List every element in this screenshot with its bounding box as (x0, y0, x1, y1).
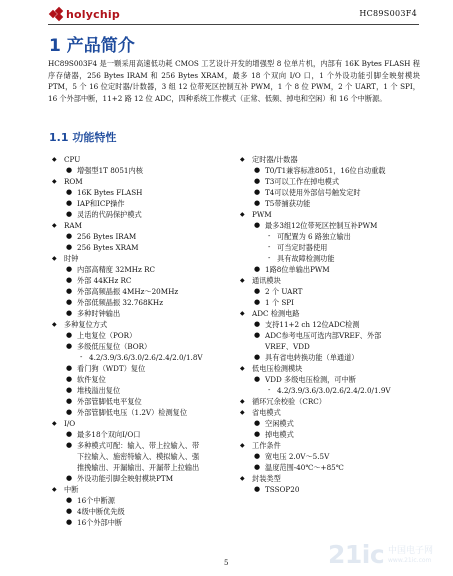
dot-bullet-icon: ● (66, 309, 73, 317)
feature-item (240, 385, 430, 396)
feature-text: 具有省电转换功能（单通道） (265, 353, 359, 362)
feature-text: 多级低压复位（BOR） (77, 342, 152, 351)
dot-bullet-icon: ● (66, 386, 73, 394)
diamond-bullet-icon: ◆ (52, 255, 57, 262)
diamond-bullet-icon: ◆ (240, 442, 245, 449)
feature-item (240, 418, 430, 429)
feature-group (240, 473, 430, 484)
feature-item (240, 176, 430, 187)
dot-bullet-icon: ● (66, 496, 73, 504)
feature-text: I/O (64, 419, 76, 428)
feature-item (52, 187, 237, 198)
feature-text: 4.2/3.9/3.6/3.0/2.6/2.4/2.0/1.8V (89, 353, 203, 362)
dot-bullet-icon: ● (66, 375, 73, 383)
feature-text: ROM (64, 177, 83, 186)
feature-text: T5带捕获功能 (265, 199, 311, 208)
feature-text: 最多18个双向I/O口 (77, 430, 141, 439)
feature-text: 多种时钟输出 (77, 309, 121, 318)
feature-text: 软件复位 (77, 375, 106, 384)
dot-bullet-icon: ● (254, 199, 261, 207)
company-logo (50, 8, 120, 21)
feature-item (240, 198, 430, 209)
dash-bullet-icon: - (268, 386, 271, 394)
feature-text: 堆栈溢出复位 (77, 386, 121, 395)
diamond-bullet-icon: ◆ (240, 277, 245, 284)
feature-text: ADC 检测电路 (252, 309, 300, 318)
page-title: 1 产品简介 (49, 36, 135, 56)
features-left-column (52, 154, 237, 528)
dot-bullet-icon: ● (66, 507, 73, 515)
dot-bullet-icon: ● (66, 188, 73, 196)
feature-item (52, 286, 237, 297)
feature-item (52, 517, 237, 528)
feature-group (52, 484, 237, 495)
feature-text: 16个外部中断 (77, 518, 123, 527)
dot-bullet-icon: ● (254, 320, 261, 328)
feature-text: T0/T1兼容标准8051，16位自动重载 (265, 166, 386, 175)
feature-text: VDD 多级电压检测，可中断 (265, 375, 356, 384)
feature-text: CPU (64, 155, 81, 164)
diamond-bullet-icon: ◆ (52, 222, 57, 229)
dot-bullet-icon: ● (66, 232, 73, 240)
dot-bullet-icon: ● (66, 298, 73, 306)
feature-text: 外部管脚低电压（1.2V）检测复位 (77, 408, 188, 417)
feature-text: PWM (252, 210, 272, 219)
feature-item (52, 275, 237, 286)
feature-text: 空闲模式 (265, 419, 294, 428)
feature-text: 4.2/3.9/3.6/3.0/2.6/2.4/2.0/1.9V (277, 386, 391, 395)
feature-text: 内部高精度 32MHz RC (77, 265, 155, 274)
dot-bullet-icon: ● (254, 177, 261, 185)
feature-item (52, 473, 237, 484)
feature-group (52, 220, 237, 231)
feature-item (52, 198, 237, 209)
header-divider (48, 24, 419, 25)
feature-text: 灵活的代码保护模式 (77, 210, 142, 219)
dot-bullet-icon: ● (254, 188, 261, 196)
feature-text: 增强型1T 8051内核 (77, 166, 143, 175)
dot-bullet-icon: ● (66, 441, 73, 449)
feature-text: 外部 44KHz RC (77, 276, 132, 285)
feature-text: 多种复位方式 (64, 320, 108, 329)
feature-text: 宽电压 2.0V～5.5V (265, 452, 330, 461)
feature-text: VREF、VDD (265, 342, 310, 351)
features-right-column (240, 154, 430, 495)
feature-item (240, 297, 430, 308)
feature-text: 循环冗余校验（CRC） (252, 397, 326, 406)
feature-text: 1 个 SPI (265, 298, 294, 307)
diamond-bullet-icon: ◆ (240, 409, 245, 416)
feature-item (52, 165, 237, 176)
feature-text: 2 个 UART (265, 287, 303, 296)
dot-bullet-icon: ● (254, 463, 261, 471)
dot-bullet-icon: ● (66, 331, 73, 339)
dot-bullet-icon: ● (254, 452, 261, 460)
feature-text: 温度范围-40℃～+85℃ (265, 463, 344, 472)
feature-item (240, 374, 430, 385)
feature-text: 时钟 (64, 254, 79, 263)
dot-bullet-icon: ● (254, 375, 261, 383)
dot-bullet-icon: ● (254, 430, 261, 438)
feature-item (52, 308, 237, 319)
feature-text: 省电模式 (252, 408, 281, 417)
diamond-bullet-icon: ◆ (52, 420, 57, 427)
feature-text: 具有故障检测功能 (277, 254, 335, 263)
feature-group (52, 176, 237, 187)
feature-continuation (240, 341, 430, 352)
feature-item (52, 495, 237, 506)
feature-item (52, 231, 237, 242)
feature-text: 外部低频晶振 32.768KHz (77, 298, 163, 307)
logo-icon (50, 8, 63, 21)
dot-bullet-icon: ● (66, 265, 73, 273)
diamond-bullet-icon: ◆ (240, 398, 245, 405)
diamond-bullet-icon: ◆ (52, 178, 57, 185)
watermark-url: www.21ic.com (388, 557, 432, 564)
feature-text: 外部管脚低电平复位 (77, 397, 142, 406)
diamond-bullet-icon: ◆ (52, 486, 57, 493)
feature-text: 推挽输出、开漏输出、开漏带上拉输出 (77, 463, 200, 472)
intro-paragraph: HC89S003F4 是一颗采用高速低功耗 CMOS 工艺设计开发的增强型 8 位单片机，内部有 16K Bytes FLASH 程序存储器，256 Bytes IRAM 和 256 Bytes XRAM，最多 18 个双向 I/O 口，1 个外设功能引脚全映射模块 PTM，5 个 16 位定时器/计数器，3 组 12 位带死区控制互补 PWM，1 个 8 位 PWM，2 个 UART，1 个 SPI，16 个外部中断，11+2 路 12 位 ADC，四种系统工作模式（正常、低频、掉电和空闲）和 16 个中断源。 (48, 59, 420, 103)
diamond-bullet-icon: ◆ (240, 211, 245, 218)
feature-text: 看门狗（WDT）复位 (77, 364, 146, 373)
feature-item (52, 374, 237, 385)
section-heading: 1.1 功能特性 (49, 131, 117, 144)
feature-item (240, 462, 430, 473)
dash-bullet-icon: - (268, 254, 271, 262)
feature-text: 外设功能引脚全映射模块PTM (77, 474, 174, 483)
watermark-logo: 21ic (328, 540, 385, 569)
diamond-bullet-icon: ◆ (52, 156, 57, 163)
dot-bullet-icon: ● (66, 397, 73, 405)
dot-bullet-icon: ● (254, 166, 261, 174)
feature-item (52, 352, 237, 363)
dot-bullet-icon: ● (254, 353, 261, 361)
dot-bullet-icon: ● (66, 210, 73, 218)
feature-text: 低电压检测模块 (252, 364, 303, 373)
feature-group (240, 440, 430, 451)
feature-text: IAP和ICP操作 (77, 199, 125, 208)
feature-item (52, 429, 237, 440)
feature-text: 下拉输入、施密特输入、模拟输入、强 (77, 452, 200, 461)
dot-bullet-icon: ● (66, 430, 73, 438)
dot-bullet-icon: ● (66, 518, 73, 526)
feature-item (240, 484, 430, 495)
dot-bullet-icon: ● (254, 331, 261, 339)
feature-group (52, 319, 237, 330)
diamond-bullet-icon: ◆ (240, 310, 245, 317)
dot-bullet-icon: ● (66, 364, 73, 372)
feature-item (52, 506, 237, 517)
feature-group (240, 275, 430, 286)
feature-text: 可配置为 6 路独立输出 (277, 232, 351, 241)
feature-text: 多种模式可配：输入、带上拉输入、带 (77, 441, 200, 450)
diamond-bullet-icon: ◆ (240, 156, 245, 163)
feature-text: 256 Bytes XRAM (77, 243, 139, 252)
feature-text: T3可以工作在掉电模式 (265, 177, 340, 186)
feature-text: 16K Bytes FLASH (77, 188, 143, 197)
feature-text: 定时器/计数器 (252, 155, 298, 164)
feature-text: 封装类型 (252, 474, 281, 483)
diamond-bullet-icon: ◆ (240, 475, 245, 482)
document-id: HC89S003F4 (359, 9, 417, 18)
feature-item (52, 440, 237, 451)
feature-text: 4级中断优先级 (77, 507, 125, 516)
feature-continuation (52, 451, 237, 462)
feature-group (240, 407, 430, 418)
dot-bullet-icon: ● (66, 408, 73, 416)
feature-item (52, 209, 237, 220)
feature-item (52, 385, 237, 396)
dot-bullet-icon: ● (254, 265, 261, 273)
feature-item (52, 264, 237, 275)
feature-item (240, 165, 430, 176)
feature-item (52, 407, 237, 418)
feature-group (240, 363, 430, 374)
dot-bullet-icon: ● (66, 276, 73, 284)
feature-item (52, 396, 237, 407)
feature-text: ADC参考电压可选内部VREF、外部 (265, 331, 382, 340)
dot-bullet-icon: ● (66, 243, 73, 251)
page-header (0, 0, 453, 26)
logo-text: holychip (66, 8, 120, 21)
watermark-site-name: 中国电子网 (388, 546, 434, 556)
dash-bullet-icon: - (268, 232, 271, 240)
feature-item (240, 319, 430, 330)
page-number: 5 (224, 559, 229, 567)
dash-bullet-icon: - (80, 353, 83, 361)
feature-item (240, 253, 430, 264)
feature-text: 掉电模式 (265, 430, 294, 439)
dot-bullet-icon: ● (254, 485, 261, 493)
feature-group (52, 418, 237, 429)
feature-item (52, 242, 237, 253)
feature-item (240, 242, 430, 253)
dash-bullet-icon: - (268, 243, 271, 251)
feature-group (240, 209, 430, 220)
feature-text: 可当定时器使用 (277, 243, 328, 252)
feature-text: 256 Bytes IRAM (77, 232, 137, 241)
feature-item (52, 297, 237, 308)
feature-text: 1路8位单输出PWM (265, 265, 330, 274)
feature-item (240, 451, 430, 462)
site-watermark (328, 540, 448, 570)
feature-group (240, 308, 430, 319)
dot-bullet-icon: ● (254, 298, 261, 306)
feature-item (240, 330, 430, 341)
feature-item (240, 231, 430, 242)
feature-item (52, 341, 237, 352)
feature-text: TSSOP20 (265, 485, 300, 494)
feature-text: 支持11+2 ch 12位ADC检测 (265, 320, 360, 329)
feature-group (52, 154, 237, 165)
feature-continuation (52, 462, 237, 473)
feature-text: 最多3组12位带死区控制互补PWM (265, 221, 378, 230)
feature-item (240, 220, 430, 231)
feature-text: 16个中断源 (77, 496, 115, 505)
dot-bullet-icon: ● (254, 419, 261, 427)
feature-item (52, 363, 237, 374)
feature-text: RAM (64, 221, 82, 230)
feature-text: 上电复位（POR） (77, 331, 137, 340)
diamond-bullet-icon: ◆ (240, 365, 245, 372)
feature-group (52, 253, 237, 264)
feature-group (240, 154, 430, 165)
dot-bullet-icon: ● (254, 221, 261, 229)
diamond-bullet-icon: ◆ (52, 321, 57, 328)
feature-item (240, 429, 430, 440)
feature-text: 工作条件 (252, 441, 281, 450)
dot-bullet-icon: ● (66, 166, 73, 174)
dot-bullet-icon: ● (254, 287, 261, 295)
feature-item (240, 187, 430, 198)
feature-group (240, 396, 430, 407)
feature-text: 通讯模块 (252, 276, 281, 285)
dot-bullet-icon: ● (66, 474, 73, 482)
feature-item (240, 286, 430, 297)
dot-bullet-icon: ● (66, 199, 73, 207)
feature-item (52, 330, 237, 341)
feature-text: T4可以使用外部信号触发定时 (265, 188, 361, 197)
dot-bullet-icon: ● (66, 287, 73, 295)
feature-text: 中断 (64, 485, 79, 494)
dot-bullet-icon: ● (66, 342, 73, 350)
feature-item (240, 352, 430, 363)
feature-item (240, 264, 430, 275)
feature-text: 外部高频晶振 4MHz～20MHz (77, 287, 179, 296)
